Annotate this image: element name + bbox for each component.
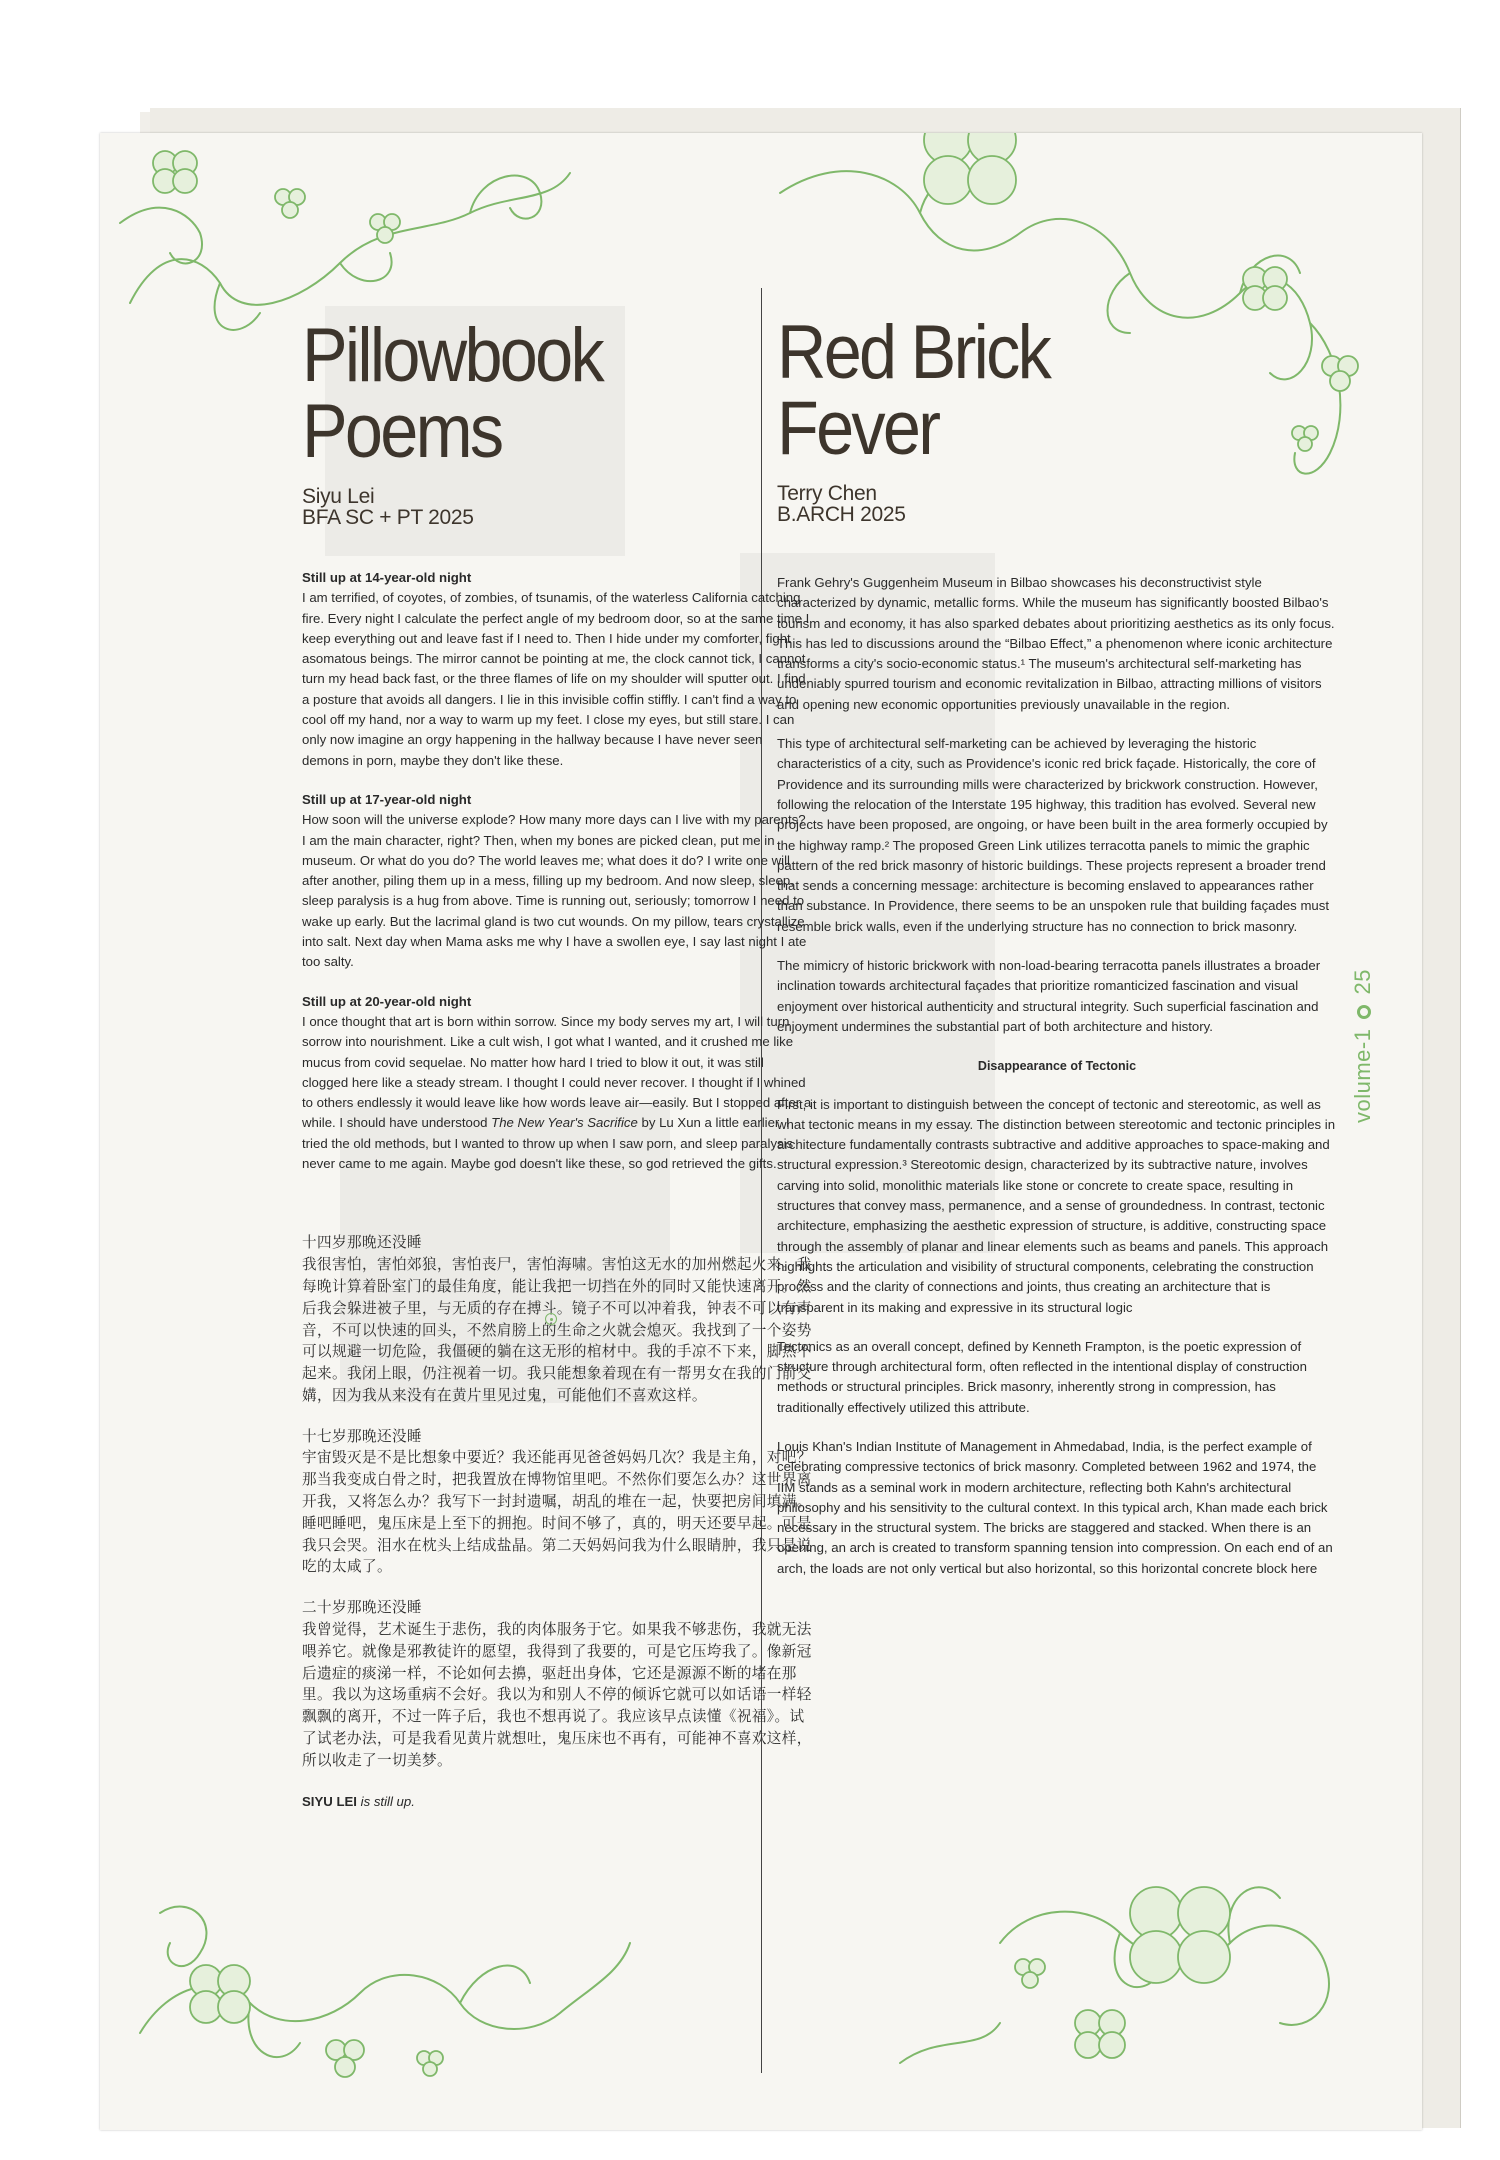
book-title: The New Year's Sacrifice <box>491 1115 638 1131</box>
clover-mark-icon <box>1357 1005 1371 1019</box>
chinese-poems <box>302 1233 812 1772</box>
poem-heading: Still up at 20-year-old night <box>302 993 472 1009</box>
paragraph: This type of architectural self-marketing can be achieved by leveraging the historic characteristics of a city, such as Providence's iconic red brick façade. Historically, the core of Providence and its surrounding mills were characterized by brickwork construction. However, following the relocation of the Interstate 195 highway, this tradition has evolved. Several new projects have been proposed, are ongoing, or have been built in the area formerly occupied by the highway ramp.² The proposed Green Link utilizes terracotta panels to mimic the graphic pattern of the red brick masonry of historic buildings. These projects represent a broader trend that sends a concerning message: architecture is becoming enslaved to appearances rather than substance. In Providence, there seems to be an unspoken rule that building façades must resemble brick walls, even if the underlying structure has no connection to brick masonry. <box>777 736 1330 934</box>
author-bio-name: SIYU LEI <box>302 1793 357 1809</box>
poem-text: I am terrified, of coyotes, of zombies, of tsunamis, of the waterless California catching fire. Every night I calculate the perfect angle of my bedroom door, so at the same time I keep everything out and leave fast if I need to. Then I hide under my comforter, fight asomatous beings. The mirror cannot be pointing at me, the clock cannot tick, I cannot turn my head back fast, or the three flames of life on my shoulder will sputter out. I find a posture that avoids all dangers. I lie in this invisible coffin stiffly. I can't find a way to cool off my hand, nor a way to warm up my feet. I close my eyes, but still stare. I can only now imagine an orgy happening in the hallway because I have never seen demons in porn, maybe they don't like these. <box>302 590 810 768</box>
section-subheading: Disappearance of Tectonic <box>977 1059 1137 1074</box>
article-red-brick-fever <box>777 310 1337 1598</box>
author-name: Terry Chen <box>777 482 877 505</box>
article-title <box>777 310 1281 471</box>
zh-poem-section <box>302 1427 812 1580</box>
poem-text: I once thought that art is born within sorrow. Since my body serves my art, I will turn sorrow into nourishment. Like a cult wish, I got what I wanted, and it crushed me like mucus from covid sequelae. No matter how hard I tried to blow it out, it was still clogged here like a steady stream. I thought I could never recover. I thought if I whined to others endlessly it would leave like how words leave air—easily. But I stopped after a while. I should have understood <box>302 1013 812 1131</box>
newspaper-page <box>100 133 1422 2130</box>
byline <box>302 486 812 528</box>
poem-text: How soon will the universe explode? How many more days can I live with my parents? I am the main character, right? Then, when my bones are picked clean, put me in museum. Or what do you do? The world leaves me; what does it do? I write one will after another, piling them up in a mess, filling up my bedroom. And now sleep, sleep, sleep paralysis is a hug from above. Time is running out, seriously; tomorrow I need to wake up early. But the lacrimal gland is two cut wounds. On my pillow, tears crystallize into salt. Next day when Mama asks me why I have a swollen eye, I say last night I ate too salty. <box>302 812 807 970</box>
poem-section <box>302 790 812 973</box>
zh-poem-heading: 十四岁那晚还没睡 <box>302 1235 422 1252</box>
zh-poem-text: 我很害怕，害怕郊狼，害怕丧尸，害怕海啸。害怕这无水的加州燃起火来。我每晚计算着卧室门的最佳角度，能让我把一切挡在外的同时又能快速离开。然后我会躲进被子里，与无质的存在搏斗。镜子不可以冲着我，钟表不可以有声音，不可以快速的回头，不然肩膀上的生命之火就会熄灭。我找到了一个姿势可以规避一切危险，我僵硬的躺在这无形的棺材中。我的手凉不下来，脚热不起来。我闭上眼，仍注视着一切。我只能想象着现在有一帮男女在我的门前交媾，因为我从来没有在黄片里见过鬼，可能他们不喜欢这样。 <box>302 1257 812 1404</box>
article-pillowbook-poems <box>302 313 812 1831</box>
article-title <box>302 313 761 474</box>
article-body <box>302 568 812 1812</box>
author-bio <box>302 1792 812 1812</box>
volume-label: volume-1 <box>1350 1028 1375 1123</box>
author-program: BFA SC + PT 2025 <box>302 506 474 529</box>
page-number: 25 <box>1350 969 1375 995</box>
paragraph: Louis Khan's Indian Institute of Management in Ahmedabad, India, is the perfect example of celebrating compressive tectonics of brick masonry. Completed between 1962 and 1974, the IIM stands as a seminal work in modern architecture, reflecting both Kahn's architectural philosophy and his sensitivity to the cultural context. In this typical arch, Khan made each brick necessary in the structural system. The bricks are staggered and stacked. When there is an opening, an arch is created to transform spanning tension into compression. On each end of an arch, the loads are not only vertical but also horizontal, so this horizontal concrete block here <box>777 1438 1333 1576</box>
poem-section <box>302 568 812 771</box>
zh-poem-heading: 十七岁那晚还没睡 <box>302 1428 422 1445</box>
page-folio <box>1350 969 1376 1123</box>
paragraph: The mimicry of historic brickwork with non-load-bearing terracotta panels illustrates a broader inclination towards architectural façades that prioritize romanticized fascination and visual enjoyment over historical authenticity and structural integrity. Such superficial fascination and enjoyment undermines the substantial part of both architecture and history. <box>777 958 1321 1034</box>
paragraph: Tectonics as an overall concept, defined by Kenneth Frampton, is the poetic expression of structure through architectural form, often reflected in the intentional display of construction methods or structural principles. Brick masonry, inherently strong in compression, has traditionally effectively utilized this attribute. <box>777 1338 1307 1415</box>
zh-poem-section <box>302 1598 812 1772</box>
title-line-2: Poems <box>302 389 502 474</box>
section-ornament-icon <box>545 1313 557 1325</box>
author-program: B.ARCH 2025 <box>777 503 906 526</box>
title-line-2: Fever <box>777 386 939 471</box>
author-name: Siyu Lei <box>302 485 375 508</box>
poem-heading: Still up at 17-year-old night <box>302 791 472 807</box>
zh-poem-text: 我曾觉得，艺术诞生于悲伤，我的肉体服务于它。如果我不够悲伤，我就无法喂养它。就像是邪教徒许的愿望，我得到了我要的，可是它压垮我了。像新冠后遗症的痰涕一样，不论如何去擤，驱赶出身体，它还是源源不断的堵在那里。我以为这场重病不会好。我以为和别人不停的倾诉它就可以如话语一样轻飘飘的离开，不过一阵子后，我也不想再说了。我应该早点读懂《祝福》。试了试老办法，可是我看见黄片就想吐，鬼压床也不再有，可能神不喜欢这样，所以收走了一切美梦。 <box>302 1622 812 1769</box>
title-line-1: Pillowbook <box>302 313 602 398</box>
zh-poem-text: 宇宙毁灭是不是比想象中要近？我还能再见爸爸妈妈几次？我是主角，对吧？那当我变成白骨之时，把我置放在博物馆里吧。不然你们要怎么办？这世界离开我，又将怎么办？我写下一封封遗嘱，胡乱的堆在一起，快要把房间填满。睡吧睡吧，鬼压床是上至下的拥抱。时间不够了，真的，明天还要早起。可是我只会哭。泪水在枕头上结成盐晶。第二天妈妈问我为什么眼睛肿，我只是说吃的太咸了。 <box>302 1450 812 1576</box>
author-bio-text: is still up. <box>356 1793 415 1809</box>
poem-section <box>302 992 812 1175</box>
poem-text-cont: by Lu Xun a little earlier. I tried the old methods, but I wanted to throw up when I saw porn, and sleep paralysis never came to me again. Maybe god doesn't like these, so god retrieved the gifts. <box>302 1115 794 1172</box>
byline <box>777 483 1337 525</box>
zh-poem-section <box>302 1233 812 1407</box>
paragraph: Frank Gehry's Guggenheim Museum in Bilbao showcases his deconstructivist style characterized by dynamic, metallic forms. While the museum has significantly boosted Bilbao's tourism and economy, it has also sparked debates about prioritizing aesthetics as its only focus. This has led to discussions around the “Bilbao Effect,” a phenomenon where iconic architecture transforms a city's socio-economic status.¹ The museum's architectural self-marketing has undeniably spurred tourism and economic revitalization in Bilbao, attracting millions of visitors and opening new economic opportunities previously unavailable in the region. <box>777 575 1335 712</box>
article-body <box>777 573 1337 1579</box>
paragraph: First, it is important to distinguish between the concept of tectonic and stereotomic, as well as what tectonic means in my essay. The distinction between stereotomic and tectonic principles in architecture fundamentally contrasts subtractive and additive approaches to space-making and structural expression.³ Stereotomic design, characterized by its subtractive nature, involves carving into solid, monolithic materials like stone or concrete to create space, resulting in structures that convey mass, permanence, and a sense of groundedness. In contrast, tectonic architecture, emphasizing the aesthetic expression of structure, is additive, constructing space through the assembly of planar and linear elements such as beams and panels. This approach highlights the articulation and visibility of structural components, celebrating the construction process and the clarity of connections and joints, thus creating an architecture that is transparent in its making and expressive in its structural logic <box>777 1096 1336 1315</box>
zh-poem-heading: 二十岁那晚还没睡 <box>302 1600 422 1617</box>
title-line-1: Red Brick <box>777 310 1050 395</box>
section-spacer <box>302 1193 812 1233</box>
poem-heading: Still up at 14-year-old night <box>302 570 472 585</box>
